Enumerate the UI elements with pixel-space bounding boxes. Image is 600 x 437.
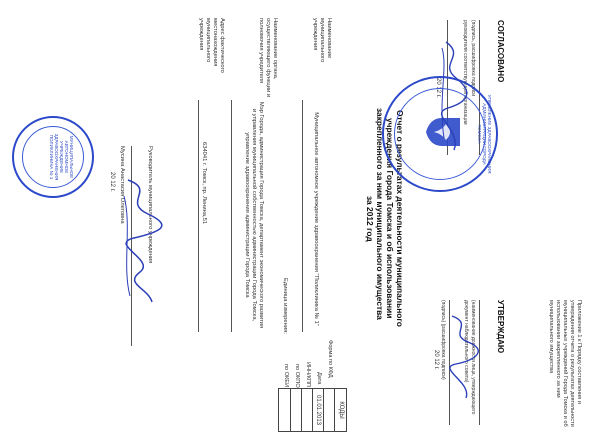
report-title-line-2: учреждения Города Томска и об использовании: [385, 118, 395, 319]
approved-heading: СОГЛАСОВАНО: [496, 20, 505, 83]
approval-date: 20 12 г.: [435, 78, 441, 98]
codes-inn-label: ИНН/КПП: [305, 362, 311, 387]
address-underline: [198, 100, 199, 332]
codes-okpo-cell: [301, 389, 302, 431]
approve-caption-2: документ наблюдательного совета): [463, 300, 469, 383]
address-label: Адрес фактического местонахождения муниципального учреждения: [198, 18, 225, 73]
codes-okei-cell: [290, 389, 291, 431]
codes-okpo-label: по ОКПО: [294, 364, 300, 388]
institution-value: Муниципальное автономное учреждение здравоохранения "Поликлиника № 1": [313, 112, 319, 326]
codes-date-label: Дата: [316, 372, 322, 385]
approval-caption-2: руководителя соответствующей организации: [462, 20, 468, 125]
head-signature: [117, 176, 162, 306]
annex-note: Приложение 1 к Порядку составления и утверждения отчета о результатах деятельности муниципальных учреждений Города Томска и об использовании закрепленного за ним муниципального имущества: [548, 300, 582, 427]
codes-inn-cell: [312, 389, 313, 431]
codes-form-label: Форма по КФД: [327, 340, 333, 378]
institution-label: Наименование муниципального учреждения: [312, 18, 332, 63]
codes-box: [278, 388, 347, 432]
official-seal-bottom: [12, 116, 94, 198]
report-title-line-1: Отчет о результатах деятельности муниципального: [395, 110, 405, 327]
codes-header: КОДЫ: [338, 401, 344, 419]
organ-label: Наименование органа, осуществляющего функции и полномочия учредителя: [258, 18, 278, 98]
organ-value: Мэр Города, администрация Города Томска, департамент экономического развития и управления муниципальной собственностью администрации Города Томска, управление здравоохранения администрации Города Томска: [244, 101, 264, 329]
codes-okei-label: по ОКЕИ: [283, 364, 289, 388]
codes-date-cell: 01.01.2013: [312, 389, 324, 431]
unit-label: Единица измерения:: [282, 278, 288, 334]
approve-caption-3: (подпись) (расшифровка подписи): [440, 300, 446, 380]
institution-underline: [302, 100, 303, 332]
approve-date: 20 12 г.: [433, 350, 439, 370]
head-label: Руководитель муниципального учреждения: [147, 146, 153, 264]
official-seal-bottom-text: МУНИЦИПАЛЬНОЕ АВТОНОМНОЕ УЧРЕЖДЕНИЕ ЗДРАВООХРАНЕНИЯ ПОЛИКЛИНИКА № 1: [49, 133, 74, 181]
approve-heading: УТВЕРЖДАЮ: [496, 300, 505, 354]
approve-caption-1: (наименование должности лица, утверждающего: [470, 300, 476, 415]
organ-underline: [231, 100, 232, 332]
head-date: 20 12 г.: [109, 172, 115, 192]
address-value: 634041 г. Томск, пр. Ленина,51: [201, 142, 207, 225]
report-title-line-3: закрепленного за ним муниципального имущества: [375, 108, 385, 320]
approval-signature: [432, 38, 472, 158]
report-title-line-4: за 2012 год: [365, 196, 375, 242]
head-name: Мусина Анастасия Олеговна: [119, 146, 125, 224]
official-seal-top-text: УПРАВЛЕНИЕ ЗДРАВООХРАНЕНИЯ АДМИНИСТРАЦИИ ГОРОДА ТОМСКА: [477, 94, 492, 174]
approval-caption-1: (подпись, расшифровка подписи: [470, 20, 476, 97]
approve-signature: [442, 312, 482, 402]
codes-form-cell: [334, 389, 335, 431]
